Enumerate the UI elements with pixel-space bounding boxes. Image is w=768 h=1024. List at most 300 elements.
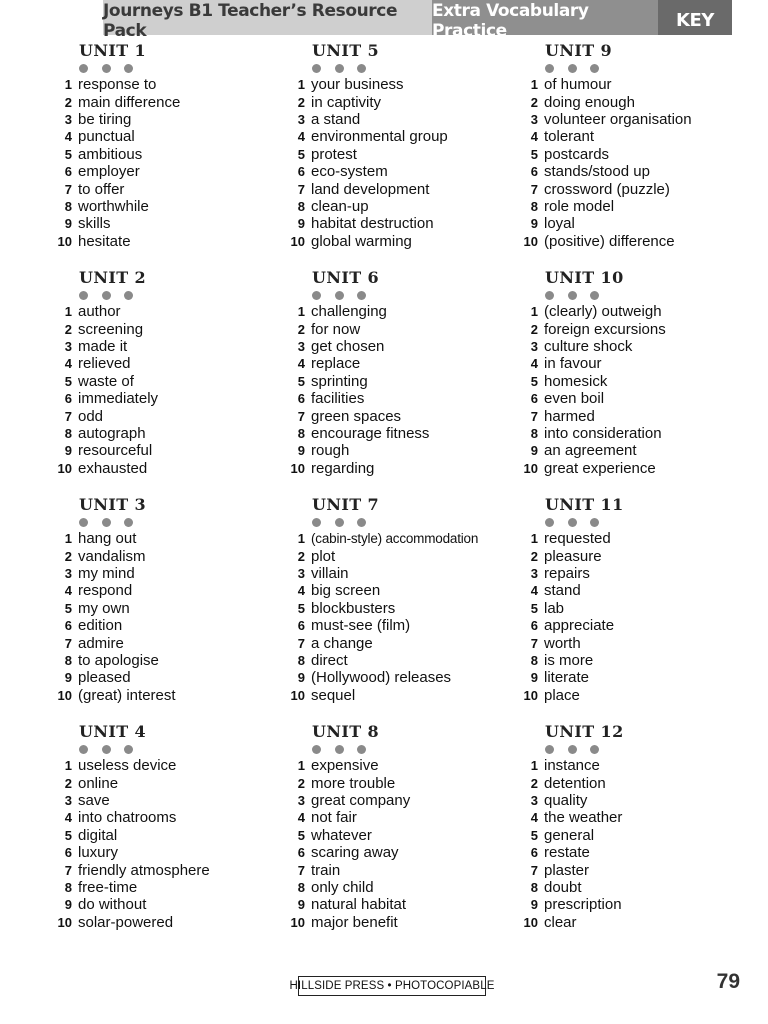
answer-text: blockbusters	[311, 599, 396, 617]
item-number: 7	[530, 862, 538, 878]
answer-text: big screen	[311, 582, 381, 600]
answer-item	[57, 180, 180, 197]
item-number: 2	[530, 775, 538, 791]
item-number: 4	[530, 583, 538, 599]
answer-item	[523, 914, 622, 931]
bullet-dot-icon	[102, 518, 111, 527]
answer-item	[57, 617, 176, 634]
item-number: 2	[64, 775, 72, 791]
answer-item	[57, 879, 210, 896]
unit-dots	[312, 291, 380, 301]
answer-item	[57, 163, 180, 180]
answer-text: exhausted	[78, 459, 148, 477]
answer-item	[57, 774, 210, 791]
unit-dots	[79, 518, 147, 528]
answer-item	[57, 582, 176, 599]
answer-item	[290, 547, 478, 564]
answer-item	[57, 128, 180, 145]
item-number: 9	[297, 216, 305, 232]
answer-item	[290, 303, 429, 320]
item-number: 9	[297, 670, 305, 686]
answer-item	[57, 111, 180, 128]
item-number: 10	[290, 914, 305, 930]
answer-text: environmental group	[311, 128, 448, 146]
bullet-dot-icon	[590, 745, 599, 754]
answer-item	[290, 565, 478, 582]
bullet-dot-icon	[545, 745, 554, 754]
item-number: 7	[297, 408, 305, 424]
answer-item	[57, 373, 158, 390]
answer-text: friendly atmosphere	[78, 861, 210, 879]
item-number: 2	[64, 321, 72, 337]
item-number: 3	[297, 565, 305, 581]
item-number: 5	[530, 373, 538, 389]
bullet-dot-icon	[568, 64, 577, 73]
item-number: 10	[57, 460, 72, 476]
answer-text: must-see (film)	[311, 617, 411, 635]
answer-item	[523, 792, 622, 809]
answer-list	[290, 303, 429, 477]
answer-text: regarding	[311, 459, 375, 477]
item-number: 5	[530, 600, 538, 616]
item-number: 1	[297, 758, 305, 774]
answer-text: role model	[544, 197, 615, 215]
answer-item	[57, 652, 176, 669]
answer-text: global warming	[311, 232, 412, 250]
answer-text: odd	[78, 407, 104, 425]
bullet-dot-icon	[124, 518, 133, 527]
bullet-dot-icon	[335, 291, 344, 300]
answer-item	[290, 215, 448, 232]
answer-text: challenging	[311, 303, 387, 321]
answer-item	[290, 338, 429, 355]
item-number: 1	[530, 77, 538, 93]
answer-text: admire	[78, 634, 124, 652]
answer-text: immediately	[78, 390, 159, 408]
answer-item	[523, 460, 666, 477]
answer-text: respond	[78, 582, 133, 600]
answer-item	[523, 652, 614, 669]
answer-item	[57, 861, 210, 878]
answer-item	[523, 128, 692, 145]
item-number: 7	[530, 635, 538, 651]
answer-text: land development	[311, 180, 430, 198]
answer-item	[523, 215, 692, 232]
answer-text: in captivity	[311, 93, 382, 111]
item-number: 3	[64, 565, 72, 581]
bullet-dot-icon	[102, 64, 111, 73]
answer-item	[290, 844, 410, 861]
answer-item	[523, 111, 692, 128]
item-number: 5	[530, 827, 538, 843]
item-number: 7	[64, 862, 72, 878]
answer-text: quality	[544, 791, 588, 809]
item-number: 4	[64, 129, 72, 145]
item-number: 5	[297, 600, 305, 616]
item-number: 3	[297, 338, 305, 354]
answer-text: into chatrooms	[78, 809, 177, 827]
answer-item	[523, 600, 614, 617]
item-number: 8	[530, 879, 538, 895]
answer-text: hang out	[78, 530, 137, 548]
answer-text: clean-up	[311, 197, 369, 215]
item-number: 4	[297, 583, 305, 599]
answer-text: solar-powered	[78, 913, 174, 931]
bullet-dot-icon	[590, 291, 599, 300]
unit-dots	[79, 291, 147, 301]
answer-text: homesick	[544, 372, 608, 390]
item-number: 5	[64, 146, 72, 162]
item-number: 4	[297, 810, 305, 826]
answer-text: whatever	[311, 826, 372, 844]
answer-item	[290, 669, 478, 686]
answer-text: (great) interest	[78, 686, 176, 704]
unit-title: UNIT 12	[545, 722, 624, 741]
item-number: 1	[297, 77, 305, 93]
bullet-dot-icon	[545, 518, 554, 527]
answer-item	[523, 844, 622, 861]
answer-text: relieved	[78, 355, 131, 373]
answer-item	[523, 530, 614, 547]
unit-title: UNIT 10	[545, 268, 624, 287]
answer-text: edition	[78, 617, 123, 635]
answer-text: hesitate	[78, 232, 131, 250]
item-number: 6	[530, 391, 538, 407]
item-number: 6	[530, 164, 538, 180]
unit-dots	[312, 64, 380, 74]
answer-item	[57, 93, 180, 110]
key-label: KEY	[658, 0, 732, 35]
answer-item	[290, 373, 429, 390]
answer-text: save	[78, 791, 110, 809]
item-number: 10	[57, 233, 72, 249]
answer-text: major benefit	[311, 913, 398, 931]
item-number: 3	[297, 792, 305, 808]
item-number: 7	[297, 635, 305, 651]
answer-item	[290, 180, 448, 197]
item-number: 6	[530, 845, 538, 861]
answer-item	[57, 338, 158, 355]
item-number: 3	[530, 338, 538, 354]
answer-item	[57, 687, 176, 704]
answer-text: to offer	[78, 180, 125, 198]
answer-list	[523, 530, 614, 704]
answer-item	[290, 530, 478, 547]
item-number: 4	[297, 129, 305, 145]
answer-text: lab	[544, 599, 565, 617]
item-number: 3	[297, 111, 305, 127]
answer-item	[57, 634, 176, 651]
answer-item	[290, 76, 448, 93]
unit-dots	[79, 64, 147, 74]
answer-item	[290, 879, 410, 896]
answer-item	[523, 146, 692, 163]
bullet-dot-icon	[357, 745, 366, 754]
answer-item	[523, 687, 614, 704]
answer-text: tolerant	[544, 128, 595, 146]
item-number: 10	[523, 233, 538, 249]
answer-text: is more	[544, 651, 594, 669]
answer-item	[523, 407, 666, 424]
answer-item	[57, 303, 158, 320]
answer-list	[57, 76, 180, 250]
answer-item	[523, 634, 614, 651]
bullet-dot-icon	[79, 518, 88, 527]
item-number: 7	[530, 181, 538, 197]
answer-text: pleased	[78, 669, 131, 687]
bullet-dot-icon	[312, 518, 321, 527]
item-number: 7	[64, 635, 72, 651]
item-number: 8	[530, 198, 538, 214]
item-number: 3	[530, 111, 538, 127]
answer-text: (clearly) outweigh	[544, 303, 662, 321]
answer-list	[290, 76, 448, 250]
item-number: 3	[64, 338, 72, 354]
answer-item	[523, 617, 614, 634]
answer-text: resourceful	[78, 442, 153, 460]
answer-item	[523, 896, 622, 913]
answer-text: villain	[311, 564, 349, 582]
unit-dots	[545, 745, 613, 755]
item-number: 5	[64, 827, 72, 843]
answer-text: more trouble	[311, 774, 396, 792]
item-number: 5	[530, 146, 538, 162]
answer-item	[57, 76, 180, 93]
item-number: 6	[64, 391, 72, 407]
book-title: Journeys B1 Teacher’s Resource Pack	[103, 0, 432, 35]
bullet-dot-icon	[312, 64, 321, 73]
item-number: 8	[530, 652, 538, 668]
answer-item	[57, 600, 176, 617]
answer-text: luxury	[78, 844, 119, 862]
answer-text: great company	[311, 791, 411, 809]
item-number: 5	[297, 827, 305, 843]
answer-text: culture shock	[544, 337, 633, 355]
unit-title: UNIT 3	[79, 495, 147, 514]
answer-item	[290, 634, 478, 651]
item-number: 1	[297, 531, 305, 547]
answer-text: to apologise	[78, 651, 159, 669]
answer-item	[290, 355, 429, 372]
item-number: 2	[297, 321, 305, 337]
unit-title: UNIT 4	[79, 722, 147, 741]
answer-item	[290, 111, 448, 128]
item-number: 8	[297, 425, 305, 441]
bullet-dot-icon	[335, 745, 344, 754]
answer-text: green spaces	[311, 407, 402, 425]
answer-item	[290, 600, 478, 617]
answer-item	[523, 320, 666, 337]
answer-text: be tiring	[78, 110, 132, 128]
answer-text: waste of	[78, 372, 134, 390]
answer-text: punctual	[78, 128, 135, 146]
bullet-dot-icon	[79, 745, 88, 754]
answer-item	[57, 460, 158, 477]
answer-text: appreciate	[544, 617, 615, 635]
answer-item	[523, 774, 622, 791]
answer-text: worthwhile	[78, 197, 149, 215]
answer-text: doubt	[544, 878, 582, 896]
answer-item	[523, 879, 622, 896]
answer-text: only child	[311, 878, 374, 896]
answer-item	[290, 390, 429, 407]
unit-title: UNIT 5	[312, 41, 380, 60]
bullet-dot-icon	[79, 291, 88, 300]
item-number: 10	[523, 687, 538, 703]
answer-text: general	[544, 826, 595, 844]
answer-text: expensive	[311, 757, 379, 775]
answer-text: clear	[544, 913, 577, 931]
bullet-dot-icon	[79, 64, 88, 73]
answer-item	[290, 233, 448, 250]
answer-list	[523, 757, 622, 931]
answer-text: train	[311, 861, 341, 879]
answer-text: of humour	[544, 76, 612, 94]
answer-item	[57, 407, 158, 424]
answer-text: online	[78, 774, 119, 792]
answer-text: your business	[311, 76, 404, 94]
answer-item	[57, 146, 180, 163]
answer-list	[523, 76, 692, 250]
answer-item	[523, 809, 622, 826]
answer-item	[523, 827, 622, 844]
unit-title: UNIT 1	[79, 41, 147, 60]
item-number: 1	[64, 304, 72, 320]
answer-text: rough	[311, 442, 350, 460]
answer-text: crossword (puzzle)	[544, 180, 670, 198]
answer-text: replace	[311, 355, 361, 373]
answer-item	[290, 792, 410, 809]
item-number: 9	[297, 897, 305, 913]
answer-item	[523, 76, 692, 93]
item-number: 1	[64, 77, 72, 93]
answer-item	[290, 774, 410, 791]
item-number: 8	[297, 879, 305, 895]
bullet-dot-icon	[568, 745, 577, 754]
item-number: 8	[64, 879, 72, 895]
answer-text: stand	[544, 582, 581, 600]
answer-text: even boil	[544, 390, 605, 408]
item-number: 3	[530, 565, 538, 581]
answer-item	[290, 861, 410, 878]
answer-text: useless device	[78, 757, 177, 775]
answer-text: employer	[78, 163, 140, 181]
item-number: 6	[64, 845, 72, 861]
answer-text: sequel	[311, 686, 356, 704]
answer-text: ambitious	[78, 145, 143, 163]
answer-item	[290, 93, 448, 110]
answer-text: my mind	[78, 564, 135, 582]
item-number: 7	[64, 181, 72, 197]
answer-item	[57, 809, 210, 826]
item-number: 8	[297, 198, 305, 214]
page-number: 79	[716, 970, 740, 993]
answer-text: the weather	[544, 809, 623, 827]
item-number: 8	[64, 652, 72, 668]
unit-title: UNIT 2	[79, 268, 147, 287]
bullet-dot-icon	[545, 291, 554, 300]
page-header	[103, 0, 732, 41]
unit-dots	[545, 64, 613, 74]
item-number: 2	[530, 548, 538, 564]
bullet-dot-icon	[568, 291, 577, 300]
item-number: 2	[530, 321, 538, 337]
item-number: 3	[64, 111, 72, 127]
answer-item	[523, 93, 692, 110]
answer-item	[290, 617, 478, 634]
answer-list	[523, 303, 666, 477]
answer-text: a stand	[311, 110, 361, 128]
publisher-badge: HILLSIDE PRESS • PHOTOCOPIABLE	[298, 976, 486, 996]
answer-text: an agreement	[544, 442, 637, 460]
answer-text: repairs	[544, 564, 590, 582]
item-number: 7	[530, 408, 538, 424]
answer-item	[523, 233, 692, 250]
item-number: 6	[297, 391, 305, 407]
answer-item	[57, 565, 176, 582]
item-number: 10	[57, 914, 72, 930]
item-number: 4	[297, 356, 305, 372]
answer-item	[57, 233, 180, 250]
unit-dots	[79, 745, 147, 755]
item-number: 8	[297, 652, 305, 668]
item-number: 4	[64, 583, 72, 599]
answer-item	[57, 320, 158, 337]
answer-text: into consideration	[544, 424, 662, 442]
answer-item	[523, 163, 692, 180]
bullet-dot-icon	[312, 745, 321, 754]
answer-text: eco-system	[311, 163, 388, 181]
answer-text: for now	[311, 320, 361, 338]
item-number: 3	[64, 792, 72, 808]
bullet-dot-icon	[357, 518, 366, 527]
answer-item	[523, 425, 666, 442]
answer-text: foreign excursions	[544, 320, 666, 338]
answer-item	[290, 320, 429, 337]
item-number: 9	[64, 670, 72, 686]
answer-text: plaster	[544, 861, 590, 879]
answer-item	[523, 547, 614, 564]
item-number: 10	[57, 687, 72, 703]
answer-item	[523, 861, 622, 878]
answer-text: scaring away	[311, 844, 399, 862]
answer-text: worth	[544, 634, 581, 652]
item-number: 9	[530, 670, 538, 686]
item-number: 9	[530, 897, 538, 913]
item-number: 2	[297, 775, 305, 791]
answer-item	[523, 198, 692, 215]
item-number: 8	[64, 425, 72, 441]
answer-item	[57, 827, 210, 844]
item-number: 7	[297, 862, 305, 878]
unit-title: UNIT 7	[312, 495, 380, 514]
item-number: 10	[523, 914, 538, 930]
answer-text: facilities	[311, 390, 365, 408]
item-number: 7	[297, 181, 305, 197]
item-number: 1	[64, 758, 72, 774]
bullet-dot-icon	[102, 291, 111, 300]
answer-text: postcards	[544, 145, 610, 163]
answer-text: screening	[78, 320, 144, 338]
item-number: 2	[297, 94, 305, 110]
answer-item	[290, 407, 429, 424]
item-number: 7	[64, 408, 72, 424]
answer-item	[57, 669, 176, 686]
answer-item	[523, 565, 614, 582]
answer-text: pleasure	[544, 547, 602, 565]
answer-text: restate	[544, 844, 590, 862]
item-number: 6	[297, 845, 305, 861]
